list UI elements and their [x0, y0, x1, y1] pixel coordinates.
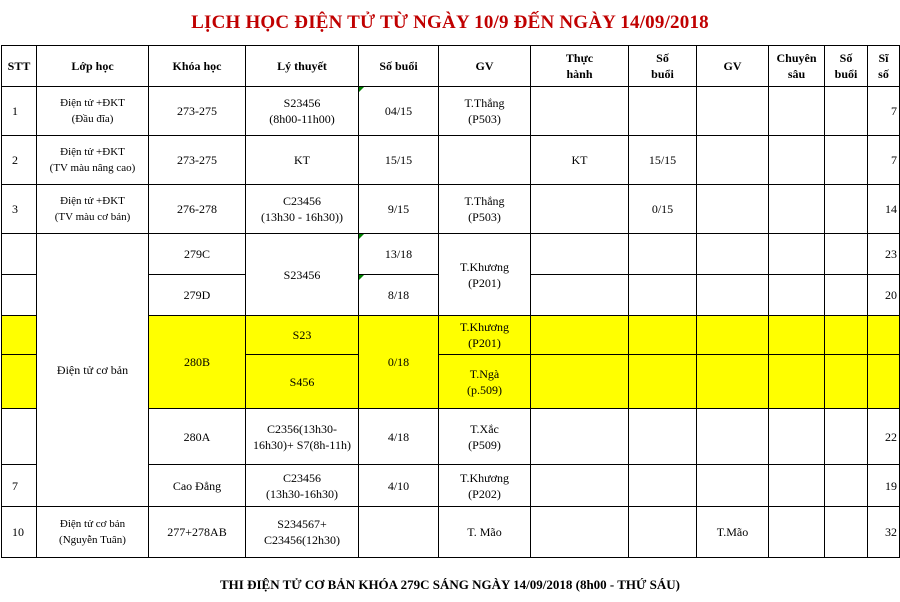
cell-course: 273-275: [149, 87, 246, 136]
cell-class-size: 7: [868, 136, 900, 185]
cell-course: 279C: [149, 234, 246, 275]
table-row: [2, 185, 900, 234]
cell-stt: 7: [2, 465, 37, 507]
cell-class: Điện tử cơ bản (Nguyễn Tuân): [37, 507, 149, 558]
cell-stt: [2, 355, 37, 409]
cell-course: Cao Đẳng: [149, 465, 246, 507]
col-header-theory: Lý thuyết: [246, 46, 359, 87]
cell-class: Điện tử +ĐKT (TV màu cơ bản): [37, 185, 149, 234]
cell-stt: [2, 275, 37, 316]
cell-advanced-sessions: [825, 355, 868, 409]
cell-advanced-sessions: [825, 87, 868, 136]
cell-practice-teacher: [697, 185, 769, 234]
cell-advanced-sessions: [825, 185, 868, 234]
cell-practice: [531, 409, 629, 465]
cell-class-size: 23: [868, 234, 900, 275]
cell-theory: C2356(13h30- 16h30)+ S7(8h-11h): [246, 409, 359, 465]
cell-advanced: [769, 87, 825, 136]
cell-practice-sessions: [629, 465, 697, 507]
cell-sessions: 9/15: [359, 185, 439, 234]
cell-course: 279D: [149, 275, 246, 316]
cell-advanced: [769, 185, 825, 234]
table-row: [2, 234, 900, 275]
cell-advanced-sessions: [825, 234, 868, 275]
cell-teacher: [439, 136, 531, 185]
cell-sessions: [359, 507, 439, 558]
cell-teacher: T.Xắc (P509): [439, 409, 531, 465]
cell-advanced-sessions: [825, 409, 868, 465]
cell-advanced: [769, 234, 825, 275]
cell-practice: [531, 465, 629, 507]
cell-theory: S23: [246, 316, 359, 355]
cell-advanced: [769, 355, 825, 409]
cell-practice-teacher: [697, 234, 769, 275]
cell-class-size: 32: [868, 507, 900, 558]
cell-practice-teacher: [697, 275, 769, 316]
cell-course: 277+278AB: [149, 507, 246, 558]
cell-stt: [2, 316, 37, 355]
cell-advanced-sessions: [825, 275, 868, 316]
cell-class: Điện tử cơ bản: [37, 234, 149, 507]
cell-practice: [531, 355, 629, 409]
cell-teacher: T.Khương (P201): [439, 316, 531, 355]
cell-class: Điện tử +ĐKT (Đầu đĩa): [37, 87, 149, 136]
cell-teacher: T.Ngà (p.509): [439, 355, 531, 409]
cell-sessions: 8/18: [359, 275, 439, 316]
cell-theory: KT: [246, 136, 359, 185]
col-header-advanced: Chuyên sâu: [769, 46, 825, 87]
cell-advanced-sessions: [825, 507, 868, 558]
col-header-practice: Thực hành: [531, 46, 629, 87]
cell-practice-sessions: 15/15: [629, 136, 697, 185]
cell-advanced: [769, 275, 825, 316]
cell-teacher: T.Khương (P202): [439, 465, 531, 507]
cell-class-size: [868, 316, 900, 355]
cell-advanced: [769, 136, 825, 185]
cell-theory: C23456 (13h30-16h30): [246, 465, 359, 507]
cell-advanced-sessions: [825, 465, 868, 507]
table-row: [2, 507, 900, 558]
cell-sessions: 04/15: [359, 87, 439, 136]
cell-sessions: 4/10: [359, 465, 439, 507]
cell-practice-teacher: [697, 355, 769, 409]
cell-class-size: [868, 355, 900, 409]
cell-advanced: [769, 507, 825, 558]
cell-advanced-sessions: [825, 316, 868, 355]
cell-course: 273-275: [149, 136, 246, 185]
table-row: [2, 136, 900, 185]
header-row: [2, 46, 900, 87]
cell-practice-sessions: [629, 409, 697, 465]
cell-theory: S456: [246, 355, 359, 409]
cell-practice: [531, 87, 629, 136]
cell-stt: [2, 409, 37, 465]
cell-practice-sessions: [629, 234, 697, 275]
cell-practice-teacher: [697, 136, 769, 185]
schedule-table: [1, 45, 900, 558]
cell-practice-teacher: [697, 409, 769, 465]
col-header-teacher: GV: [439, 46, 531, 87]
col-header-practice-teacher: GV: [697, 46, 769, 87]
cell-practice-teacher: [697, 465, 769, 507]
table-row: [2, 87, 900, 136]
cell-theory: S234567+ C23456(12h30): [246, 507, 359, 558]
col-header-course: Khóa học: [149, 46, 246, 87]
page-title: LỊCH HỌC ĐIỆN TỬ TỪ NGÀY 10/9 ĐẾN NGÀY 14/09/2018: [191, 12, 709, 33]
cell-course: 280B: [149, 316, 246, 409]
cell-teacher: T.Thắng (P503): [439, 185, 531, 234]
col-header-stt: STT: [2, 46, 37, 87]
cell-practice-sessions: [629, 275, 697, 316]
cell-sessions: 0/18: [359, 316, 439, 409]
cell-practice-sessions: [629, 87, 697, 136]
cell-advanced: [769, 316, 825, 355]
cell-practice-sessions: [629, 316, 697, 355]
cell-teacher: T.Khương (P201): [439, 234, 531, 316]
cell-practice: KT: [531, 136, 629, 185]
cell-practice-teacher: T.Mão: [697, 507, 769, 558]
cell-class-size: 7: [868, 87, 900, 136]
cell-practice: [531, 185, 629, 234]
cell-theory: S23456: [246, 234, 359, 316]
exam-notice: THI ĐIỆN TỬ CƠ BẢN KHÓA 279C SÁNG NGÀY 14/09/2018 (8h00 - THỨ SÁU): [220, 577, 680, 592]
cell-sessions: 4/18: [359, 409, 439, 465]
cell-practice-teacher: [697, 87, 769, 136]
cell-practice-teacher: [697, 316, 769, 355]
cell-sessions: 15/15: [359, 136, 439, 185]
cell-course: 276-278: [149, 185, 246, 234]
cell-stt: [2, 234, 37, 275]
cell-advanced: [769, 465, 825, 507]
cell-advanced-sessions: [825, 136, 868, 185]
col-header-sessions: Số buổi: [359, 46, 439, 87]
cell-stt: 3: [2, 185, 37, 234]
col-header-class: Lớp học: [37, 46, 149, 87]
cell-stt: 2: [2, 136, 37, 185]
cell-practice-sessions: [629, 355, 697, 409]
cell-stt: 10: [2, 507, 37, 558]
col-header-class-size: Sĩ số: [868, 46, 900, 87]
cell-practice-sessions: [629, 507, 697, 558]
cell-course: 280A: [149, 409, 246, 465]
cell-practice: [531, 234, 629, 275]
cell-class-size: 22: [868, 409, 900, 465]
cell-theory: C23456 (13h30 - 16h30)): [246, 185, 359, 234]
cell-practice-sessions: 0/15: [629, 185, 697, 234]
cell-advanced: [769, 409, 825, 465]
cell-teacher: T. Mão: [439, 507, 531, 558]
cell-practice: [531, 507, 629, 558]
cell-class-size: 20: [868, 275, 900, 316]
cell-stt: 1: [2, 87, 37, 136]
col-header-advanced-sessions: Số buổi: [825, 46, 868, 87]
cell-theory: S23456 (8h00-11h00): [246, 87, 359, 136]
cell-class-size: 14: [868, 185, 900, 234]
cell-sessions: 13/18: [359, 234, 439, 275]
cell-class: Điện tử +ĐKT (TV màu nâng cao): [37, 136, 149, 185]
cell-practice: [531, 275, 629, 316]
cell-class-size: 19: [868, 465, 900, 507]
cell-teacher: T.Thắng (P503): [439, 87, 531, 136]
cell-practice: [531, 316, 629, 355]
col-header-practice-sessions: Số buổi: [629, 46, 697, 87]
